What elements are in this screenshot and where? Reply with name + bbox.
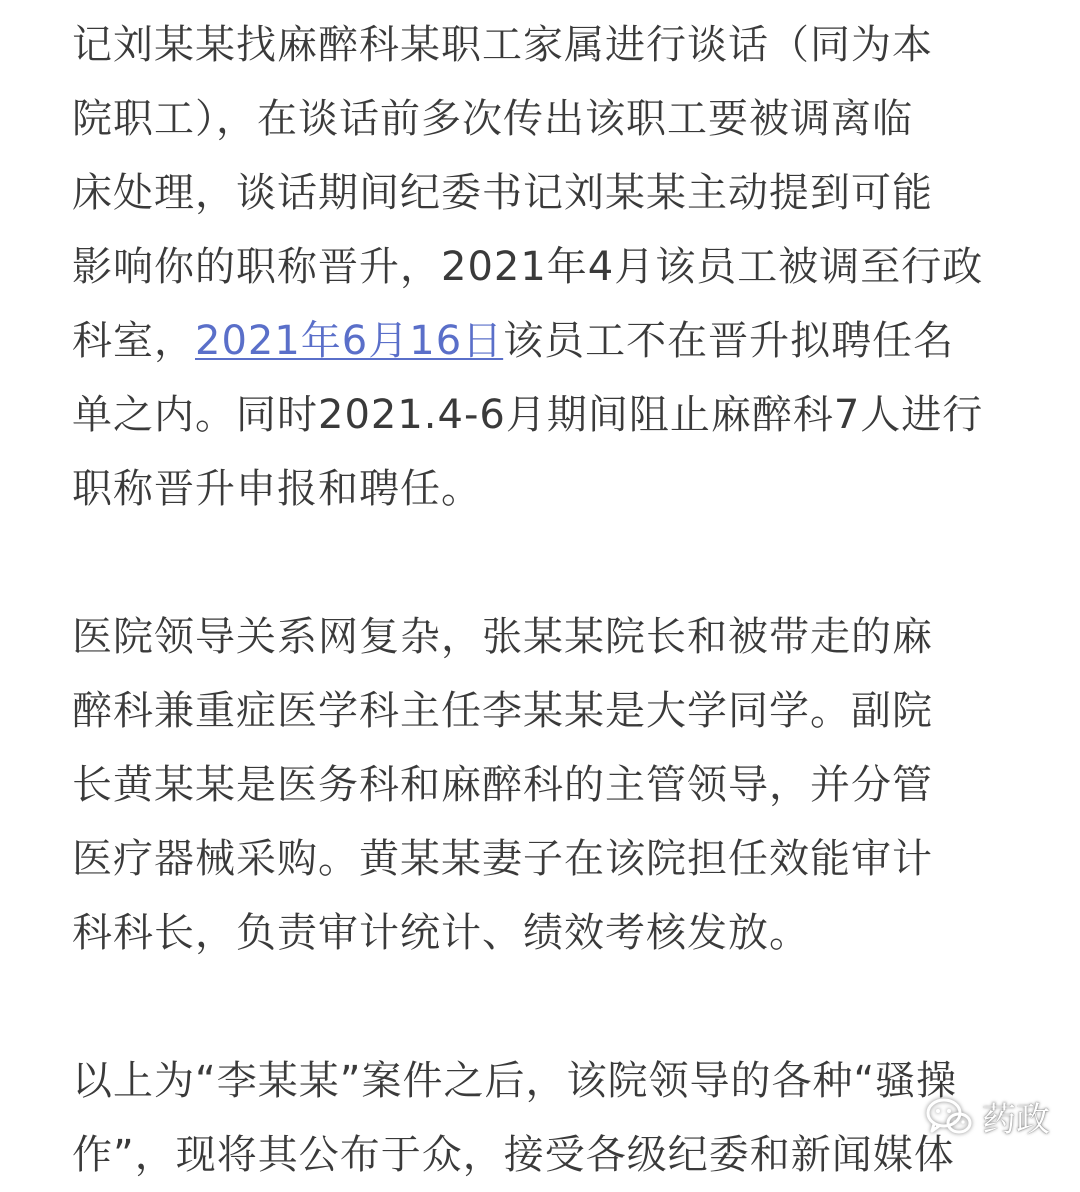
text-segment: 科室， <box>72 318 195 364</box>
text-line: 医院领导关系网复杂，张某某院长和被带走的麻 <box>72 614 933 660</box>
text-line: 记刘某某找麻醉科某职工家属进行谈话（同为本 <box>72 22 933 68</box>
paragraph-1 <box>72 8 1052 526</box>
paragraph-spacer <box>72 970 1052 1044</box>
text-line-with-link <box>72 304 1052 378</box>
watermark-label: 药政 <box>982 1100 1050 1140</box>
paragraph-3 <box>72 1044 1052 1192</box>
text-line: 医疗器械采购。黄某某妻子在该院担任效能审计 <box>72 836 933 882</box>
text-segment: 该员工不在晋升拟聘任名 <box>503 318 955 364</box>
paragraph-spacer <box>72 526 1052 600</box>
text-line: 作”，现将其公布于众，接受各级纪委和新闻媒体 <box>72 1132 955 1178</box>
wechat-icon <box>926 1097 972 1137</box>
text-line: 科科长，负责审计统计、绩效考核发放。 <box>72 910 810 956</box>
text-line: 单之内。同时2021.4-6月期间阻止麻醉科7人进行 <box>72 392 984 438</box>
text-line: 长黄某某是医务科和麻醉科的主管领导，并分管 <box>72 762 933 808</box>
text-line: 以上为“李某某”案件之后，该院领导的各种“骚操 <box>72 1058 958 1104</box>
text-line: 职称晋升申报和聘任。 <box>72 466 482 512</box>
text-line: 床处理，谈话期间纪委书记刘某某主动提到可能 <box>72 170 933 216</box>
text-line: 院职工），在谈话前多次传出该职工要被调离临 <box>72 96 913 142</box>
paragraph-2 <box>72 600 1052 970</box>
article-body <box>72 8 1052 1192</box>
date-link[interactable]: 2021年6月16日 <box>195 318 504 364</box>
text-line: 醉科兼重症医学科主任李某某是大学同学。副院 <box>72 688 933 734</box>
text-line: 影响你的职称晋升，2021年4月该员工被调至行政 <box>72 244 984 290</box>
source-watermark <box>926 1092 1050 1141</box>
